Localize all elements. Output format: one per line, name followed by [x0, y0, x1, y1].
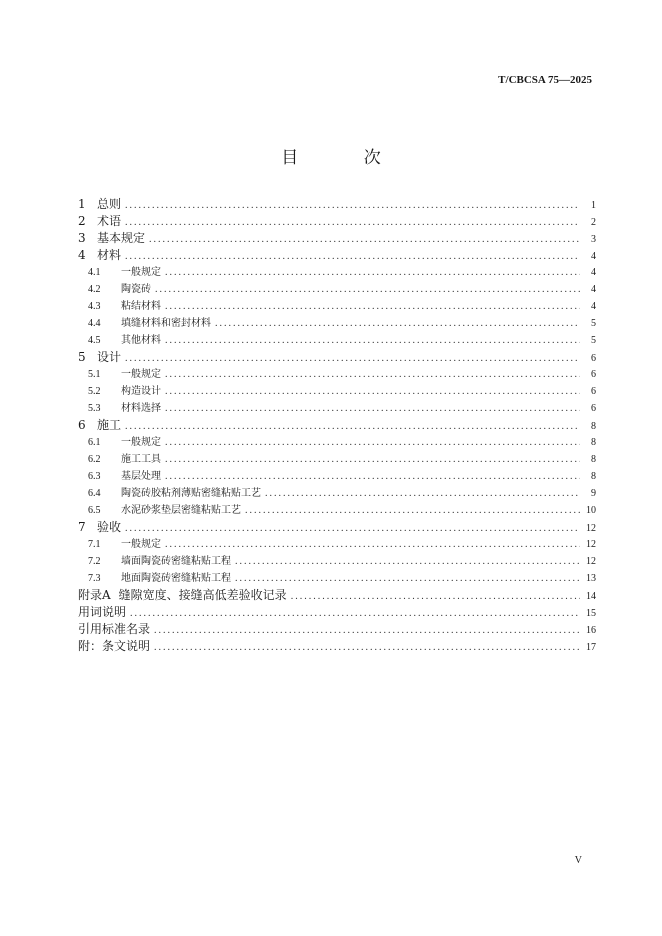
toc-entry-title: 引用标准名录: [78, 622, 151, 636]
toc-entry[interactable]: [78, 587, 596, 604]
toc-entry[interactable]: [78, 570, 596, 587]
toc-entry-title: 施工工具: [121, 454, 161, 465]
toc-entry[interactable]: [78, 196, 596, 213]
toc-entry-page: 16: [586, 625, 596, 636]
toc-entry-title: 施工: [97, 418, 122, 432]
toc-leader-dots: [165, 468, 580, 485]
toc-entry-title: 水泥砂浆垫层密缝粘贴工艺: [121, 505, 241, 516]
toc-entry[interactable]: [78, 519, 596, 536]
toc-entry-number: 4.1: [88, 267, 101, 278]
toc-entry[interactable]: [78, 604, 596, 621]
toc-entry-page: 12: [586, 556, 596, 567]
toc-entry-title: 设计: [97, 350, 122, 364]
toc-leader-dots: [130, 605, 580, 622]
toc-entry-number: 1: [78, 197, 86, 211]
toc-entry-page: 8: [591, 437, 596, 448]
toc-leader-dots: [291, 588, 580, 605]
toc-entry[interactable]: [78, 383, 596, 400]
toc-entry-number: 6.3: [88, 471, 101, 482]
toc-entry-title: 其他材料: [121, 335, 161, 346]
toc-entry[interactable]: [78, 247, 596, 264]
toc-entry-title: 用词说明: [78, 605, 127, 619]
toc-entry-page: 14: [586, 591, 596, 602]
toc-leader-dots: [154, 622, 580, 639]
toc-leader-dots: [125, 350, 580, 367]
toc-entry-page: 2: [591, 217, 596, 228]
standard-code: T/CBCSA 75—2025: [498, 74, 592, 86]
toc-leader-dots: [149, 231, 580, 248]
toc-leader-dots: [165, 264, 580, 281]
toc-leader-dots: [125, 248, 580, 265]
toc-entry-page: 5: [591, 335, 596, 346]
toc-entry-number: 4.2: [88, 284, 101, 295]
toc-entry-number: 4.4: [88, 318, 101, 329]
toc-leader-dots: [165, 451, 580, 468]
toc-entry-title: 构造设计: [121, 386, 161, 397]
toc-entry-title: 基层处理: [121, 471, 161, 482]
toc-entry-number: 2: [78, 214, 86, 228]
toc-entry[interactable]: [78, 213, 596, 230]
toc-entry[interactable]: [78, 332, 596, 349]
toc-entry[interactable]: [78, 366, 596, 383]
toc-entry-page: 8: [591, 454, 596, 465]
toc-entry-title: 粘结材料: [121, 301, 161, 312]
toc-entry-title: 缝隙宽度、接缝高低差验收记录: [118, 588, 287, 602]
toc-entry[interactable]: [78, 621, 596, 638]
toc-entry-page: 4: [591, 301, 596, 312]
toc-entry[interactable]: [78, 281, 596, 298]
toc-entry-number: 5.2: [88, 386, 101, 397]
toc-entry-title: 基本规定: [97, 231, 146, 245]
toc-leader-dots: [165, 434, 580, 451]
toc-entry-title: 附：条文说明: [78, 639, 151, 653]
toc-entry[interactable]: [78, 434, 596, 451]
toc-entry-page: 1: [591, 200, 596, 211]
toc-leader-dots: [265, 485, 580, 502]
toc-entry-page: 12: [586, 523, 596, 534]
toc-entry-page: 13: [586, 573, 596, 584]
toc-entry-title: 验收: [97, 520, 122, 534]
toc-entry-page: 17: [586, 642, 596, 653]
toc-leader-dots: [165, 383, 580, 400]
toc-entry-title: 材料: [97, 248, 122, 262]
toc-entry-page: 12: [586, 539, 596, 550]
toc-entry[interactable]: [78, 400, 596, 417]
toc-entry-page: 6: [591, 386, 596, 397]
toc-entry-number: 4: [78, 248, 86, 262]
toc-entry[interactable]: [78, 502, 596, 519]
toc-entry[interactable]: [78, 298, 596, 315]
toc-leader-dots: [165, 332, 580, 349]
toc-entry-page: 3: [591, 234, 596, 245]
toc-entry-page: 6: [591, 403, 596, 414]
toc-entry[interactable]: [78, 349, 596, 366]
toc-entry[interactable]: [78, 638, 596, 655]
toc-entry-title: 墙面陶瓷砖密缝粘贴工程: [121, 556, 231, 567]
toc-leader-dots: [165, 366, 580, 383]
toc-entry[interactable]: [78, 485, 596, 502]
toc-leader-dots: [125, 214, 580, 231]
toc-entry[interactable]: [78, 553, 596, 570]
toc-entry-title: 一般规定: [121, 267, 161, 278]
toc-entry-number: 6: [78, 418, 86, 432]
toc-leader-dots: [245, 502, 580, 519]
toc-entry-page: 4: [591, 284, 596, 295]
toc-leader-dots: [125, 520, 580, 537]
toc-leader-dots: [125, 418, 580, 435]
toc-entry-page: 6: [591, 353, 596, 364]
toc-leader-dots: [215, 315, 580, 332]
toc-entry-page: 4: [591, 267, 596, 278]
toc-entry-title: 陶瓷砖胶粘剂薄贴密缝粘贴工艺: [121, 488, 261, 499]
toc-entry-page: 9: [591, 488, 596, 499]
toc-entry[interactable]: [78, 451, 596, 468]
toc-entry-title: 术语: [97, 214, 122, 228]
toc-entry-title: 填缝材料和密封材料: [121, 318, 211, 329]
toc-entry-page: 15: [586, 608, 596, 619]
toc-entry-number: 3: [78, 231, 86, 245]
toc-entry-page: 4: [591, 251, 596, 262]
toc-entry-number: 5.1: [88, 369, 101, 380]
toc-entry-number: 4.3: [88, 301, 101, 312]
toc-entry-number: 附录A: [78, 588, 111, 602]
toc-entry-page: 10: [586, 505, 596, 516]
toc-entry-number: 6.5: [88, 505, 101, 516]
toc-entry[interactable]: [78, 417, 596, 434]
toc-leader-dots: [165, 400, 580, 417]
toc-entry-title: 一般规定: [121, 369, 161, 380]
toc-entry-title: 地面陶瓷砖密缝粘贴工程: [121, 573, 231, 584]
toc-entry-page: 6: [591, 369, 596, 380]
toc-leader-dots: [235, 570, 580, 587]
page-number: V: [574, 855, 582, 866]
toc-entry-number: 5: [78, 350, 86, 364]
toc-entry[interactable]: [78, 315, 596, 332]
toc-entry-number: 4.5: [88, 335, 101, 346]
toc-entry-title: 总则: [97, 197, 122, 211]
toc-entry-title: 一般规定: [121, 437, 161, 448]
toc-title: 目 次: [281, 148, 411, 168]
toc-entry-number: 7: [78, 520, 86, 534]
toc-entry-number: 7.2: [88, 556, 101, 567]
toc-entry-page: 8: [591, 471, 596, 482]
toc-entry-title: 材料选择: [121, 403, 161, 414]
toc-entry-page: 8: [591, 421, 596, 432]
toc-entry-title: 陶瓷砖: [121, 284, 151, 295]
toc-leader-dots: [165, 298, 580, 315]
toc-leader-dots: [235, 553, 580, 570]
toc-entry[interactable]: [78, 264, 596, 281]
toc-entry-number: 7.1: [88, 539, 101, 550]
toc-entry[interactable]: [78, 468, 596, 485]
toc-entry-number: 7.3: [88, 573, 101, 584]
toc-entry-title: 一般规定: [121, 539, 161, 550]
toc-entry-number: 6.1: [88, 437, 101, 448]
toc-leader-dots: [165, 536, 580, 553]
toc-entry[interactable]: [78, 536, 596, 553]
toc-entry-page: 5: [591, 318, 596, 329]
table-of-contents: [78, 196, 596, 655]
toc-leader-dots: [154, 639, 580, 656]
toc-leader-dots: [125, 197, 580, 214]
toc-entry-number: 5.3: [88, 403, 101, 414]
toc-entry[interactable]: [78, 230, 596, 247]
toc-leader-dots: [155, 281, 580, 298]
toc-entry-number: 6.4: [88, 488, 101, 499]
toc-entry-number: 6.2: [88, 454, 101, 465]
